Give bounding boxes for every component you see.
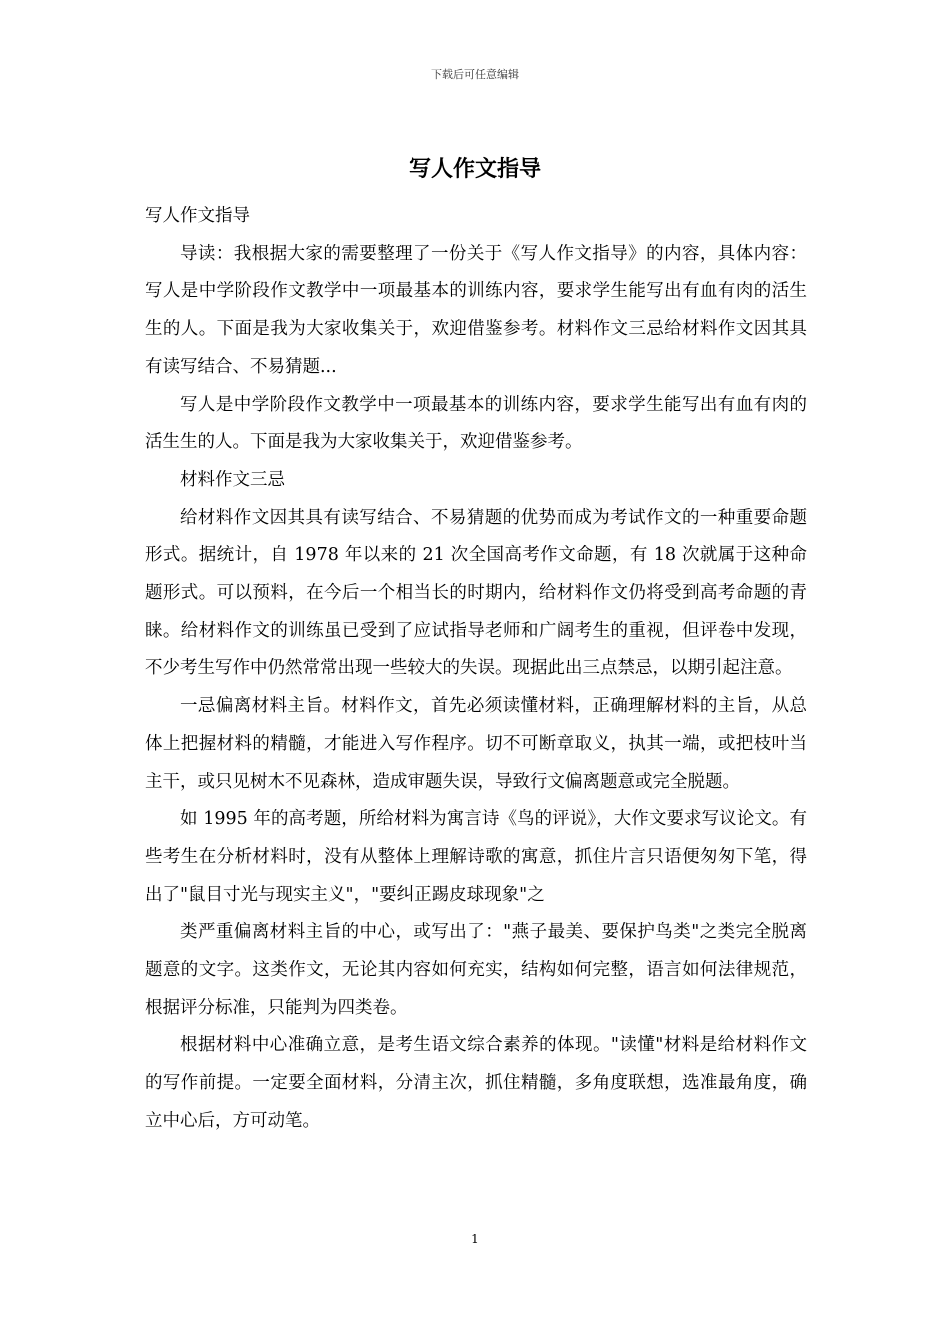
document-body	[145, 198, 807, 1141]
page-number: 1	[471, 1232, 479, 1246]
paragraph-subtitle: 写人作文指导	[145, 206, 250, 226]
paragraph-intro: 导读：我根据大家的需要整理了一份关于《写人作文指导》的内容，具体内容：写人是中学阶段作文教学中一项最基本的训练内容，要求学生能写出有血有肉的活生生的人。下面是我为大家收集关于，欢迎借鉴参考。材料作文三忌给材料作文因其具有读写结合、不易猜题...	[145, 243, 807, 377]
paragraph-body: 给材料作文因其具有读写结合、不易猜题的优势而成为考试作文的一种重要命题形式。据统计，自 1978 年以来的 21 次全国高考作文命题，有 18 次就属于这种命题形式。可以预料，在今后一个相当长的时期内，给材料作文仍将受到高考命题的青睐。给材料作文的训练虽已受到了应试指导老师和广阔考生的重视，但评卷中发现，不少考生写作中仍然常常出现一些较大的失误。现据此出三点禁忌，以期引起注意。	[145, 507, 807, 679]
paragraph-body: 根据材料中心准确立意，是考生语文综合素养的体现。"读懂"材料是给材料作文的写作前提。一定要全面材料，分清主次，抓住精髓，多角度联想，选准最角度，确立中心后，方可动笔。	[145, 1035, 807, 1131]
document-title: 写人作文指导	[408, 157, 541, 182]
page-header: 下载后可任意编辑	[431, 68, 519, 81]
paragraph-body: 类严重偏离材料主旨的中心，或写出了："燕子最美、要保护鸟类"之类完全脱离题意的文字。这类作文，无论其内容如何充实，结构如何完整，语言如何法律规范，根据评分标准，只能判为四类卷。	[145, 922, 807, 1018]
paragraph-summary: 写人是中学阶段作文教学中一项最基本的训练内容，要求学生能写出有血有肉的活生生的人。下面是我为大家收集关于，欢迎借鉴参考。	[145, 394, 807, 453]
section-heading: 材料作文三忌	[180, 469, 285, 490]
paragraph-body: 如 1995 年的高考题，所给材料为寓言诗《鸟的评说》，大作文要求写议论文。有些考生在分析材料时，没有从整体上理解诗歌的寓意，抓住片言只语便匆匆下笔，得出了"鼠目寸光与现实主义"，"要纠正踢皮球现象"之	[145, 809, 807, 905]
paragraph-body: 一忌偏离材料主旨。材料作文，首先必须读懂材料，正确理解材料的主旨，从总体上把握材料的精髓，才能进入写作程序。切不可断章取义，执其一端，或把枝叶当主干，或只见树木不见森林，造成审题失误，导致行文偏离题意或完全脱题。	[145, 696, 807, 792]
